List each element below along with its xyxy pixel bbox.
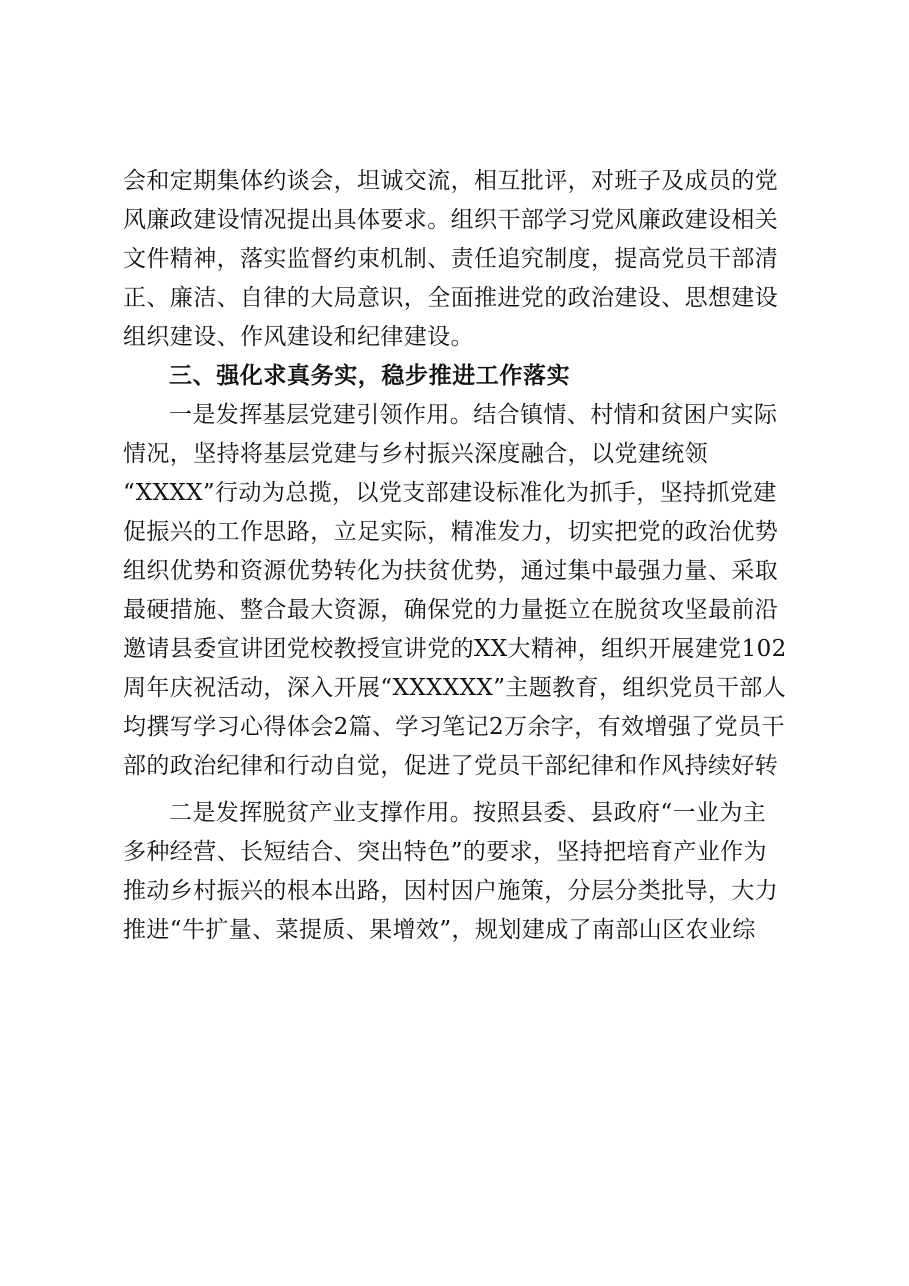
paragraph-line: 组织建设、作风建设和纪律建设。 (123, 324, 474, 350)
paragraph-line: 多种经营、长短结合、突出特色”的要求，坚持把培育产业作为 (123, 839, 767, 865)
paragraph-line: 周年庆祝活动，深入开展“XXXXXX”主题教育，组织党员干部人 (123, 675, 787, 701)
document-body (123, 162, 803, 950)
paragraph-party-building (123, 396, 803, 786)
paragraph-line: 二是发挥脱贫产业支撑作用。按照县委、县政府“一业为主 (169, 800, 767, 826)
paragraph-line: 均撰写学习心得体会2篇、学习笔记2万余字，有效增强了党员干 (123, 714, 785, 740)
section-heading: 三、强化求真务实，稳步推进工作落实 (169, 363, 571, 389)
paragraph-line: 情况，坚持将基层党建与乡村振兴深度融合，以党建统领 (123, 441, 708, 467)
paragraph-line: 最硬措施、整合最大资源，确保党的力量挺立在脱贫攻坚最前沿 (123, 597, 779, 623)
paragraph-industry-support (123, 794, 803, 950)
paragraph-line: 部的政治纪律和行动自觉，促进了党员干部纪律和作风持续好转 (123, 753, 779, 779)
paragraph-line: 推进“牛扩量、菜提质、果增效”，规划建成了南部山区农业综 (123, 917, 756, 943)
paragraph-line: 促振兴的工作思路，立足实际，精准发力，切实把党的政治优势 (123, 519, 779, 545)
paragraph-line: 正、廉洁、自律的大局意识，全面推进党的政治建设、思想建设 (123, 285, 779, 311)
paragraph-line: 风廉政建设情况提出具体要求。组织干部学习党风廉政建设相关 (123, 207, 779, 233)
paragraph-party-conduct (123, 162, 803, 357)
paragraph-line: 一是发挥基层党建引领作用。结合镇情、村情和贫困户实际 (169, 402, 778, 428)
paragraph-line: 组织优势和资源优势转化为扶贫优势，通过集中最强力量、采取 (123, 558, 779, 584)
paragraph-line: 邀请县委宣讲团党校教授宣讲党的XX大精神，组织开展建党102 (123, 636, 787, 662)
paragraph-line: “XXXX”行动为总揽，以党支部建设标准化为抓手，坚持抓党建 (123, 480, 777, 506)
paragraph-line: 推动乡村振兴的根本出路，因村因户施策，分层分类批导，大力 (123, 878, 779, 904)
paragraph-line: 会和定期集体约谈会，坦诚交流，相互批评，对班子及成员的党 (123, 168, 779, 194)
paragraph-line: 文件精神，落实监督约束机制、责任追究制度，提高党员干部清 (123, 246, 779, 272)
